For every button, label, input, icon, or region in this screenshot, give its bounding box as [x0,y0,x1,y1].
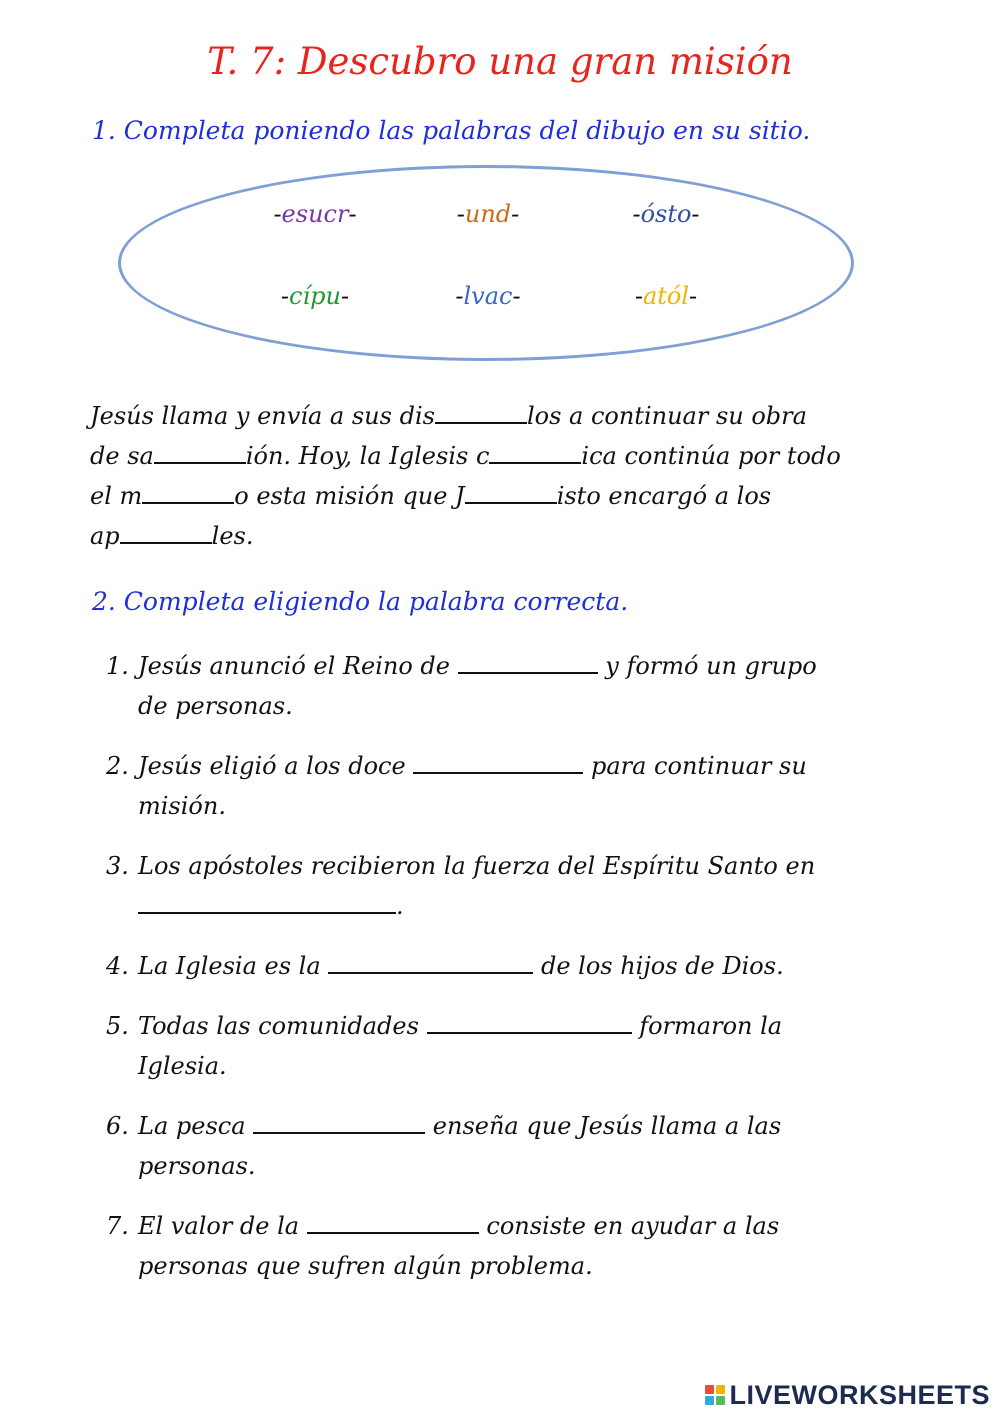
blank-input[interactable] [458,652,598,674]
section-2-heading: 2. Completa eligiendo la palabra correcta. [92,587,629,616]
fragment-4: -cípu- [280,282,350,310]
question-5: 5. Todas las comunidades formaron la Iglesia. [106,1012,783,1080]
fragment-5: -lvac- [455,282,521,310]
blank-input[interactable] [435,402,527,424]
fragment-1: -esucr- [273,200,357,228]
word-fragments-ellipse [118,165,854,361]
question-6: 6. La pesca enseña que Jesús llama a las personas. [106,1112,782,1180]
blank-input[interactable] [427,1012,632,1034]
blank-input[interactable] [307,1212,479,1234]
blank-input[interactable] [328,952,533,974]
blank-input[interactable] [138,892,396,914]
blank-input[interactable] [142,482,234,504]
question-7: 7. El valor de la consiste en ayudar a las personas que sufren algún problema. [106,1212,780,1280]
blank-input[interactable] [154,442,246,464]
liveworksheets-logo [705,1381,990,1409]
worksheet-title: T. 7: Descubro una gran misión [207,40,793,83]
logo-text: LIVEWORKSHEETS [729,1379,990,1410]
blank-input[interactable] [465,482,557,504]
question-1: 1. Jesús anunció el Reino de y formó un grupo de personas. [106,652,817,720]
blank-input[interactable] [413,752,583,774]
paragraph-line: de sa ión. Hoy, la Iglesis c ica continúa por todo [90,442,841,470]
blank-input[interactable] [120,522,212,544]
blank-input[interactable] [489,442,581,464]
fragment-6: -atól- [634,282,698,310]
fill-in-paragraph [90,396,910,556]
blank-input[interactable] [253,1112,425,1134]
paragraph-line: el m o esta misión que J isto encargó a los [90,482,772,510]
fragment-2: -und- [456,200,520,228]
question-3: 3. Los apóstoles recibieron la fuerza del Espíritu Santo en . [106,852,816,920]
logo-cubes-icon [705,1385,725,1405]
fragment-3: -ósto- [632,200,700,228]
section-1-heading: 1. Completa poniendo las palabras del dibujo en su sitio. [92,116,811,145]
question-4: 4. La Iglesia es la de los hijos de Dios. [106,952,784,980]
paragraph-line: ap les. [90,522,254,550]
question-2: 2. Jesús eligió a los doce para continuar su misión. [106,752,807,820]
paragraph-line: Jesús llama y envía a sus dis los a continuar su obra [90,402,807,430]
